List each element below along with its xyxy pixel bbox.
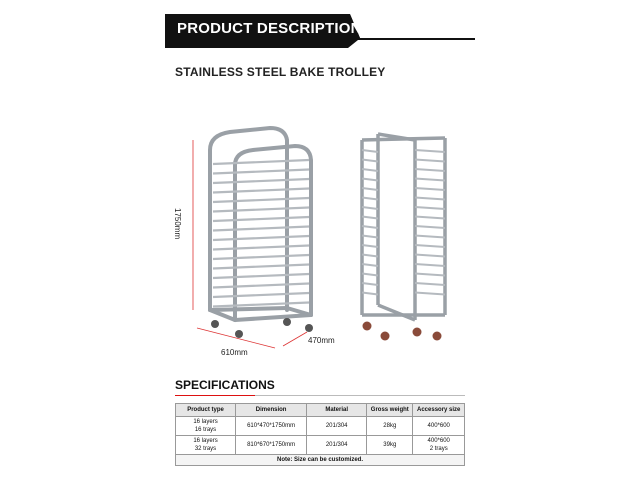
depth-dimension-line bbox=[283, 332, 307, 346]
cell-accessory: 400*600 bbox=[413, 417, 465, 436]
tray-rail bbox=[213, 236, 309, 240]
tray-rail bbox=[362, 274, 378, 276]
product-name: STAINLESS STEEL BAKE TROLLEY bbox=[175, 65, 386, 79]
tray-rail bbox=[362, 188, 378, 190]
header-dimension: Dimension bbox=[236, 404, 307, 417]
tray-rail bbox=[362, 293, 378, 295]
tray-rail bbox=[213, 274, 309, 278]
tray-rail bbox=[213, 198, 309, 202]
trolley-illustration bbox=[175, 110, 475, 350]
tray-rail bbox=[415, 293, 445, 295]
tray-rail bbox=[415, 169, 445, 171]
tray-rail bbox=[415, 188, 445, 190]
section-banner bbox=[165, 14, 475, 48]
tray-rail bbox=[213, 246, 309, 250]
tray-rail bbox=[213, 170, 309, 174]
header-material: Material bbox=[307, 404, 367, 417]
cell-dimension: 810*670*1750mm bbox=[236, 436, 307, 455]
specifications-table bbox=[175, 403, 465, 466]
width-label: 610mm bbox=[221, 348, 248, 357]
tray-rail bbox=[415, 150, 445, 152]
tray-rail bbox=[362, 236, 378, 238]
tray-rail bbox=[415, 198, 445, 200]
tray-rail bbox=[213, 208, 309, 212]
tray-rail bbox=[213, 160, 309, 164]
tray-rail bbox=[213, 189, 309, 193]
table-row bbox=[176, 436, 465, 455]
tray-rail bbox=[362, 226, 378, 228]
tray-rail bbox=[213, 303, 309, 307]
banner-title: PRODUCT DESCRIPTION bbox=[177, 20, 362, 37]
trolley-right-rails bbox=[362, 150, 445, 295]
cell-weight: 28kg bbox=[367, 417, 413, 436]
tray-rail bbox=[213, 293, 309, 297]
cell-product-type: 16 layers 16 trays bbox=[176, 417, 236, 436]
tray-rail bbox=[362, 198, 378, 200]
specifications-title: SPECIFICATIONS bbox=[175, 378, 275, 392]
tray-rail bbox=[362, 217, 378, 219]
height-label: 1750mm bbox=[173, 208, 182, 240]
tray-rail bbox=[362, 150, 378, 152]
header-accessory-size: Accessory size bbox=[413, 404, 465, 417]
tray-rail bbox=[415, 207, 445, 209]
table-header-row bbox=[176, 404, 465, 417]
tray-rail bbox=[415, 236, 445, 238]
tray-rail bbox=[362, 283, 378, 285]
tray-rail bbox=[415, 264, 445, 266]
tray-rail bbox=[362, 264, 378, 266]
table-note-row bbox=[176, 455, 465, 466]
tray-rail bbox=[415, 245, 445, 247]
trolley-left-wheels bbox=[211, 318, 313, 338]
tray-rail bbox=[362, 179, 378, 181]
tray-rail bbox=[415, 283, 445, 285]
depth-label: 470mm bbox=[308, 336, 335, 345]
tray-rail bbox=[415, 274, 445, 276]
title-underline-accent bbox=[175, 395, 255, 396]
trolley-left bbox=[210, 128, 311, 320]
cell-weight: 39kg bbox=[367, 436, 413, 455]
tray-rail bbox=[213, 217, 309, 221]
tray-rail bbox=[415, 255, 445, 257]
tray-rail bbox=[213, 265, 309, 269]
tray-rail bbox=[213, 284, 309, 288]
title-underline bbox=[255, 395, 465, 396]
tray-rail bbox=[415, 217, 445, 219]
tray-rail bbox=[213, 179, 309, 183]
tray-rail bbox=[213, 227, 309, 231]
tray-rail bbox=[415, 160, 445, 162]
table-row bbox=[176, 417, 465, 436]
header-gross-weight: Gross weight bbox=[367, 404, 413, 417]
tray-rail bbox=[362, 207, 378, 209]
table-note: Note: Size can be customized. bbox=[176, 455, 465, 466]
tray-rail bbox=[362, 160, 378, 162]
tray-rail bbox=[213, 255, 309, 259]
tray-rail bbox=[362, 169, 378, 171]
width-dimension-line bbox=[197, 328, 275, 348]
tray-rail bbox=[415, 179, 445, 181]
cell-product-type: 16 layers 32 trays bbox=[176, 436, 236, 455]
cell-dimension: 610*470*1750mm bbox=[236, 417, 307, 436]
trolley-left-rails bbox=[213, 160, 309, 307]
tray-rail bbox=[415, 226, 445, 228]
header-product-type: Product type bbox=[176, 404, 236, 417]
tray-rail bbox=[362, 255, 378, 257]
cell-accessory: 400*600 2 trays bbox=[413, 436, 465, 455]
tray-rail bbox=[362, 245, 378, 247]
cell-material: 201/304 bbox=[307, 417, 367, 436]
cell-material: 201/304 bbox=[307, 436, 367, 455]
trolley-right-wheels bbox=[363, 322, 442, 341]
